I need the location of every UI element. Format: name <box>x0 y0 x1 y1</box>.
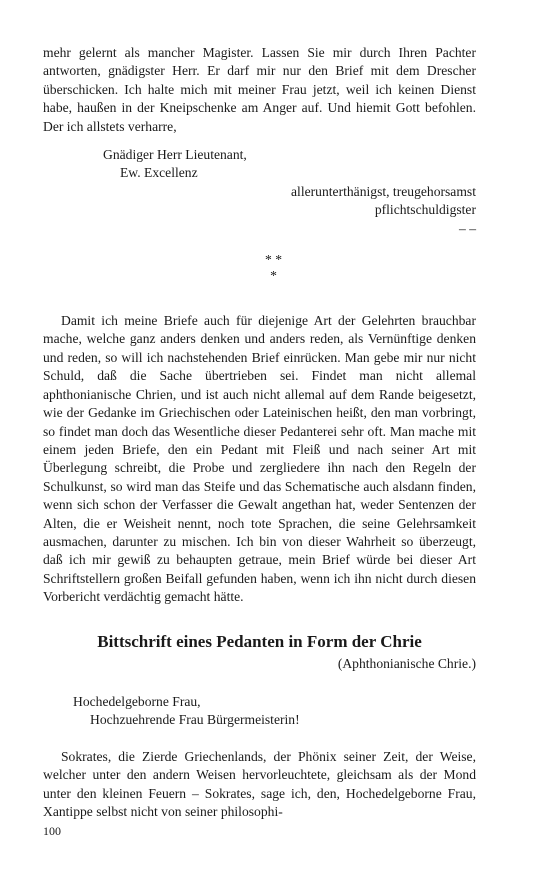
closing-line-1: allerunterthänigst, treugehorsamst <box>291 183 476 199</box>
letter-salutation-2 <box>43 693 476 730</box>
salutation2-line-1: Hochedelgeborne Frau, <box>73 693 201 709</box>
page-body <box>43 44 476 821</box>
salutation-line-1: Gnädiger Herr Lieutenant, <box>103 147 247 163</box>
section-divider-asterisks <box>43 252 476 284</box>
asterisks-line-1: * * <box>265 252 282 268</box>
salutation-line-2: Ew. Excellenz <box>120 165 198 181</box>
closing-line-2: pflichtschuldigster <box>374 202 476 218</box>
page-number: 100 <box>43 824 61 838</box>
paragraph-letter-start: Sokrates, die Zierde Griechenlands, der Phönix seiner Zeit, der Weise, welcher unter den andern Weisen hervorleuchtete, gleichsam als der Mond unter den kleinen Feuern – Sokrates, sage ich, den, Hochedelgeborne Frau, Xantippe selbst nicht von seiner philosophi- <box>43 748 476 819</box>
closing-line-3: – – <box>459 220 476 236</box>
paragraph-introduction: Damit ich meine Briefe auch für diejenige Art der Gelehrten brauchbar mache, welche ganz anders denken und anders reden, als Vernünftige denken und reden, so will ich nachstehenden Brief einrücken. Man gebe mir nur nicht Schuld, daß die Sache übertrieben sei. Findet man nicht allemal aphthonianische Chrien, und ist auch nicht allemal auf dem Rande beigesetzt, wie der Gedanke im Griechischen oder Lateinischen heißt, den man vorbringt, so findet man doch das Wesentliche dieser Pedanterei sehr oft. Man mache mit einem jeden Briefe, den ein Pedant mit Fleiß und nach seiner Art mit Überlegung schreibt, die Probe und zergliedere ihn nach den Regeln der Schulkunst, so wird man das Steife und das Schematische auch alsdann finden, wenn sich schon der Verfasser die Gewalt angethan hat, weder Sentenzen der Alten, die er Weisheit nennt, noch tote Sprachen, die seine Gelehrsamkeit ausmachen, darunter zu mischen. Ich bin von dieser Wahrheit so überzeugt, daß ich mir gewiß zu behaupten getraue, mein Brief würde bei dieser Art Schriftstellern großen Beifall gefunden haben, wenn ich ihn nicht durch diesen Vorbericht verdächtig gemacht hätte. <box>43 313 476 605</box>
asterisks-line-2: * <box>270 268 277 284</box>
letter-salutation <box>43 146 476 183</box>
section-subtitle: (Aphthonianische Chrie.) <box>337 655 476 671</box>
letter-closing <box>43 183 476 238</box>
paragraph-letter-end: mehr gelernt als mancher Magister. Lassen Sie mir durch Ihren Pachter antworten, gnädigster Herr. Er darf mir nur den Brief mit dem Drescher überschicken. Ich halte mich mit meiner Frau jetzt, weil ich keinen Dienst habe, haußen in der Kneipschenke am Anger auf. Und hiemit Gott befohlen. Der ich allstets verharre, <box>43 45 476 134</box>
section-heading: Bittschrift eines Pedanten in Form der Chrie <box>97 631 422 651</box>
salutation2-line-2: Hochzuehrende Frau Bürgermeisterin! <box>90 712 300 728</box>
